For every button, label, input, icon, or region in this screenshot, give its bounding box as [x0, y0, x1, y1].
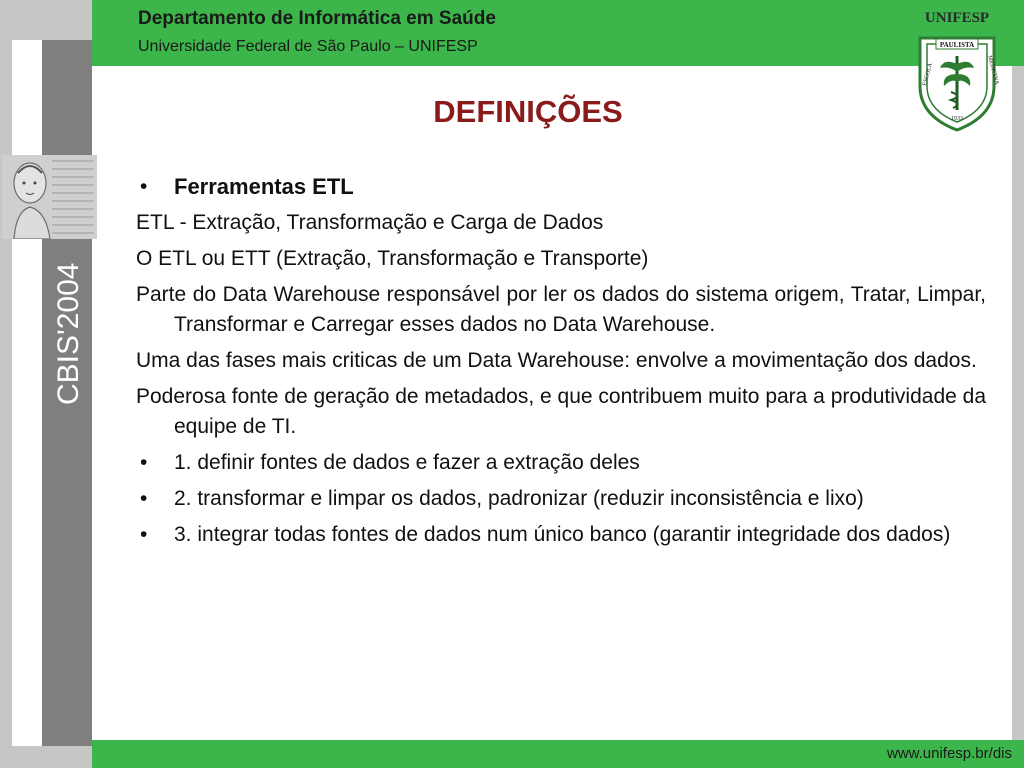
school-crest-icon: [914, 34, 1000, 132]
header-subtitle: Universidade Federal de São Paulo – UNIFESP: [138, 38, 478, 55]
step-text: 1. definir fontes de dados e fazer a extração deles: [174, 451, 640, 474]
section-heading: Ferramentas ETL: [174, 174, 354, 199]
list-item: [136, 520, 986, 550]
bullet-mark: •: [140, 487, 148, 510]
step-text: 3. integrar todas fontes de dados num único banco (garantir integridade dos dados): [174, 523, 951, 546]
slide-title: DEFINIÇÕES: [433, 94, 623, 129]
list-item: [136, 448, 986, 478]
portrait-illustration: [2, 155, 97, 239]
logo-arc-top: PAULISTA: [939, 41, 975, 49]
footer-url: www.unifesp.br/dis: [886, 745, 1012, 762]
bullet-mark: •: [140, 451, 148, 474]
paragraph-metadata-source: Poderosa fonte de geração de metadados, e que contribuem muito para a produtividade da equipe de TI.: [136, 385, 986, 438]
logo-arc-right: MEDICINA: [986, 54, 1000, 86]
event-short-name: CBIS'2004: [52, 262, 85, 405]
footer-bar: [92, 740, 1024, 768]
right-border-strip: [1012, 66, 1024, 740]
paragraph-dw-role: Parte do Data Warehouse responsável por ler os dados do sistema origem, Tratar, Limpar, Transformar e Carregar esses dados no Data Warehouse.: [136, 283, 986, 336]
list-item: [136, 484, 986, 514]
logo-name: UNIFESP: [924, 10, 990, 26]
header-title: Departamento de Informática em Saúde: [138, 8, 496, 29]
paragraph-etl-definition: ETL - Extração, Transformação e Carga de Dados: [136, 211, 604, 234]
slide-content: [136, 172, 986, 556]
bullet-mark: •: [140, 175, 148, 198]
step-text: 2. transformar e limpar os dados, padronizar (reduzir inconsistência e lixo): [174, 487, 864, 510]
bullet-mark: •: [140, 523, 148, 546]
logo-year: 1933: [951, 116, 963, 122]
paragraph-critical-phase: Uma das fases mais criticas de um Data Warehouse: envolve a movimentação dos dados.: [136, 349, 977, 372]
event-full-name: IX Congresso Brasileiro de Informática em Saúde: [19, 354, 35, 662]
heading-row: [136, 172, 986, 202]
logo-arc-left: ESCOLA: [922, 62, 934, 87]
unifesp-logo: [908, 10, 1006, 135]
paragraph-ett-definition: O ETL ou ETT (Extração, Transformação e Transporte): [136, 247, 649, 270]
